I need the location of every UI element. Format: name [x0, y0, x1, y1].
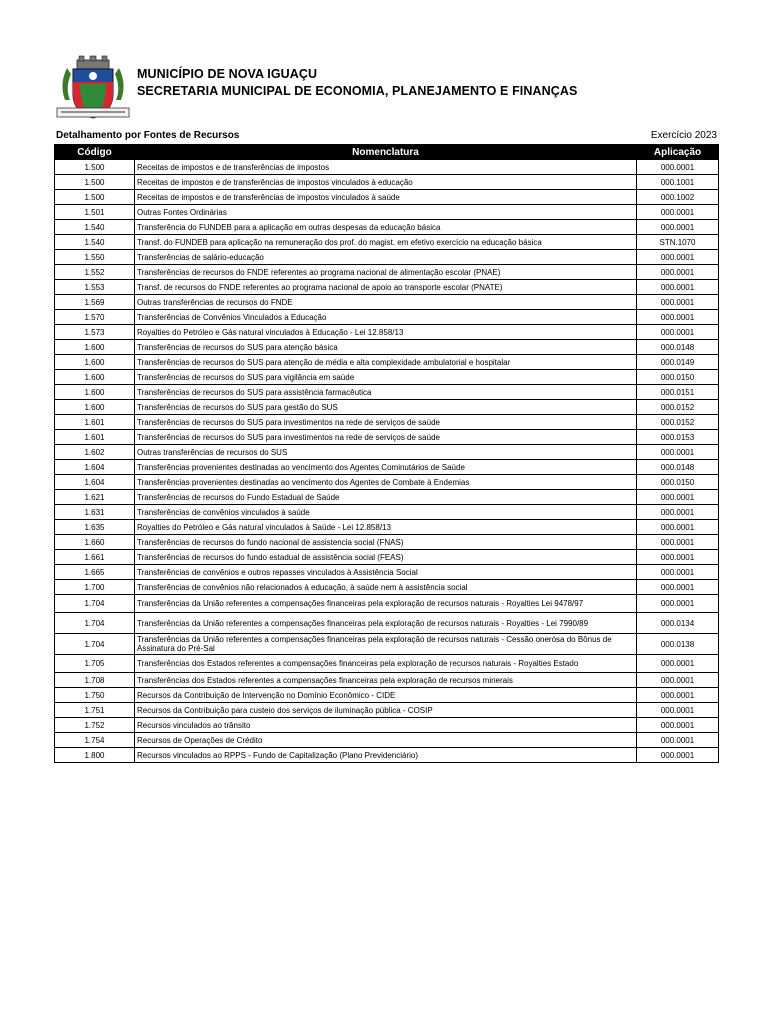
- row-application: 000.0001: [637, 520, 719, 535]
- row-nomenclature: Transferências da União referentes a compensações financeiras pela exploração de recursos naturais - Cessão onerósa do Bônus de Assinatura do Pré-Sal: [135, 634, 637, 655]
- row-application: 000.0152: [637, 415, 719, 430]
- table-row: [55, 340, 719, 355]
- row-code: 1.600: [55, 370, 135, 385]
- table-row: [55, 673, 719, 688]
- row-application: 000.0138: [637, 634, 719, 655]
- row-nomenclature: Outras transferências de recursos do SUS: [135, 445, 637, 460]
- row-application: 000.0153: [637, 430, 719, 445]
- row-code: 1.604: [55, 475, 135, 490]
- table-row: [55, 475, 719, 490]
- row-application: 000.0150: [637, 475, 719, 490]
- row-application: 000.0148: [637, 340, 719, 355]
- row-nomenclature: Transferências de recursos do SUS para atenção básica: [135, 340, 637, 355]
- row-nomenclature: Outras transferências de recursos do FNDE: [135, 295, 637, 310]
- secretariat-title: SECRETARIA MUNICIPAL DE ECONOMIA, PLANEJAMENTO E FINANÇAS: [137, 84, 578, 98]
- table-header-row: [55, 145, 719, 160]
- table-row: [55, 370, 719, 385]
- row-nomenclature: Recursos de Operações de Crédito: [135, 733, 637, 748]
- row-nomenclature: Recursos da Contribuição para custeio dos serviços de iluminação pública - COSIP: [135, 703, 637, 718]
- row-nomenclature: Transferências da União referentes a compensações financeiras pela exploração de recursos naturais - Royalties Lei 9478/97: [135, 595, 637, 613]
- row-application: 000.0001: [637, 550, 719, 565]
- row-application: 000.0150: [637, 370, 719, 385]
- row-nomenclature: Recursos vinculados ao RPPS - Fundo de Capitalização (Plano Previdenciário): [135, 748, 637, 763]
- row-code: 1.501: [55, 205, 135, 220]
- row-code: 1.600: [55, 385, 135, 400]
- table-row: [55, 550, 719, 565]
- row-nomenclature: Transferências de recursos do SUS para atenção de média e alta complexidade ambulatorial e hospitalar: [135, 355, 637, 370]
- row-application: 000.0148: [637, 460, 719, 475]
- row-application: 000.0151: [637, 385, 719, 400]
- row-nomenclature: Transferências da União referentes a compensações financeiras pela exploração de recursos naturais - Royalties - Lei 7990/89: [135, 613, 637, 634]
- row-code: 1.704: [55, 595, 135, 613]
- row-code: 1.704: [55, 634, 135, 655]
- row-application: 000.0001: [637, 280, 719, 295]
- row-nomenclature: Transferências dos Estados referentes a compensações financeiras pela exploração de recursos naturais - Royalties Estado: [135, 655, 637, 673]
- row-code: 1.751: [55, 703, 135, 718]
- report-title: Detalhamento por Fontes de Recursos: [56, 130, 240, 141]
- row-code: 1.553: [55, 280, 135, 295]
- row-application: 000.0001: [637, 445, 719, 460]
- row-code: 1.573: [55, 325, 135, 340]
- row-code: 1.602: [55, 445, 135, 460]
- row-application: 000.0001: [637, 703, 719, 718]
- row-nomenclature: Transf. de recursos do FNDE referentes ao programa nacional de apoio ao transporte escolar (PNATE): [135, 280, 637, 295]
- row-code: 1.552: [55, 265, 135, 280]
- row-nomenclature: Transferências de recursos do SUS para assistência farmacêutica: [135, 385, 637, 400]
- table-row: [55, 733, 719, 748]
- row-code: 1.800: [55, 748, 135, 763]
- row-nomenclature: Transferências de salário-educação: [135, 250, 637, 265]
- row-nomenclature: Receitas de impostos e de transferências de impostos vinculados à saúde: [135, 190, 637, 205]
- row-nomenclature: Royalties do Petróleo e Gás natural vinculados à Educação - Lei 12.858/13: [135, 325, 637, 340]
- table-row: [55, 595, 719, 613]
- table-row: [55, 265, 719, 280]
- table-row: [55, 535, 719, 550]
- row-nomenclature: Transferência do FUNDEB para a aplicação em outras despesas da educação básica: [135, 220, 637, 235]
- table-row: [55, 280, 719, 295]
- column-header-nomenclature: Nomenclatura: [135, 145, 637, 160]
- table-row: [55, 445, 719, 460]
- column-header-code: Código: [55, 145, 135, 160]
- row-nomenclature: Recursos vinculados ao trânsito: [135, 718, 637, 733]
- row-nomenclature: Transferências de convênios vinculados à saúde: [135, 505, 637, 520]
- row-code: 1.705: [55, 655, 135, 673]
- row-nomenclature: Royalties do Petróleo e Gás natural vinculados à Saúde - Lei 12.858/13: [135, 520, 637, 535]
- row-application: 000.0001: [637, 490, 719, 505]
- row-application: 000.0001: [637, 565, 719, 580]
- row-application: 000.1001: [637, 175, 719, 190]
- table-row: [55, 205, 719, 220]
- row-code: 1.665: [55, 565, 135, 580]
- row-application: 000.0134: [637, 613, 719, 634]
- report-subheader: [56, 130, 717, 144]
- row-code: 1.635: [55, 520, 135, 535]
- row-nomenclature: Transferências de Convênios Vinculados a Educação: [135, 310, 637, 325]
- row-nomenclature: Transferências de recursos do SUS para investimentos na rede de serviços de saúde: [135, 430, 637, 445]
- table-row: [55, 565, 719, 580]
- row-application: 000.0001: [637, 673, 719, 688]
- row-code: 1.750: [55, 688, 135, 703]
- row-code: 1.500: [55, 175, 135, 190]
- row-nomenclature: Transferências de recursos do fundo estadual de assistência social (FEAS): [135, 550, 637, 565]
- table-row: [55, 325, 719, 340]
- table-row: [55, 703, 719, 718]
- row-nomenclature: Transferências provenientes destinadas ao vencimento dos Agentes Cominutários de Saúde: [135, 460, 637, 475]
- row-code: 1.540: [55, 235, 135, 250]
- row-application: 000.1002: [637, 190, 719, 205]
- row-code: 1.570: [55, 310, 135, 325]
- row-application: 000.0001: [637, 265, 719, 280]
- row-code: 1.540: [55, 220, 135, 235]
- table-row: [55, 220, 719, 235]
- column-header-application: Aplicação: [637, 145, 719, 160]
- row-code: 1.661: [55, 550, 135, 565]
- row-nomenclature: Recursos da Contribuição de Intervenção no Domínio Econômico - CIDE: [135, 688, 637, 703]
- table-row: [55, 490, 719, 505]
- row-code: 1.700: [55, 580, 135, 595]
- row-application: 000.0001: [637, 595, 719, 613]
- table-row: [55, 355, 719, 370]
- row-code: 1.550: [55, 250, 135, 265]
- row-code: 1.600: [55, 355, 135, 370]
- row-application: 000.0001: [637, 535, 719, 550]
- row-nomenclature: Receitas de impostos e de transferências de impostos: [135, 160, 637, 175]
- row-application: 000.0001: [637, 205, 719, 220]
- row-application: 000.0001: [637, 505, 719, 520]
- row-code: 1.500: [55, 190, 135, 205]
- table-row: [55, 430, 719, 445]
- row-nomenclature: Outras Fontes Ordinárias: [135, 205, 637, 220]
- row-application: 000.0001: [637, 325, 719, 340]
- row-application: 000.0149: [637, 355, 719, 370]
- row-code: 1.600: [55, 340, 135, 355]
- row-application: 000.0001: [637, 688, 719, 703]
- row-code: 1.569: [55, 295, 135, 310]
- row-nomenclature: Transferências de recursos do SUS para vigilância em saúde: [135, 370, 637, 385]
- row-code: 1.754: [55, 733, 135, 748]
- row-nomenclature: Transferências de recursos do Fundo Estadual de Saúde: [135, 490, 637, 505]
- row-nomenclature: Transferências de recursos do fundo nacional de assistencia social (FNAS): [135, 535, 637, 550]
- row-nomenclature: Receitas de impostos e de transferências de impostos vinculados à educação: [135, 175, 637, 190]
- row-code: 1.752: [55, 718, 135, 733]
- table-row: [55, 520, 719, 535]
- row-code: 1.631: [55, 505, 135, 520]
- row-application: 000.0001: [637, 733, 719, 748]
- row-code: 1.500: [55, 160, 135, 175]
- row-application: STN.1070: [637, 235, 719, 250]
- table-row: [55, 613, 719, 634]
- row-nomenclature: Transferências de convênios e outros repasses vinculados à Assistência Social: [135, 565, 637, 580]
- table-row: [55, 190, 719, 205]
- table-row: [55, 634, 719, 655]
- table-row: [55, 460, 719, 475]
- resource-sources-table: [54, 144, 719, 763]
- municipality-title: MUNICÍPIO DE NOVA IGUAÇU: [137, 67, 318, 81]
- row-application: 000.0001: [637, 580, 719, 595]
- table-row: [55, 415, 719, 430]
- row-code: 1.600: [55, 400, 135, 415]
- table-row: [55, 505, 719, 520]
- row-nomenclature: Transferências de recursos do SUS para gestão do SUS: [135, 400, 637, 415]
- table-row: [55, 235, 719, 250]
- row-code: 1.621: [55, 490, 135, 505]
- table-row: [55, 250, 719, 265]
- table-row: [55, 400, 719, 415]
- table-row: [55, 160, 719, 175]
- table-row: [55, 175, 719, 190]
- table-row: [55, 580, 719, 595]
- row-application: 000.0001: [637, 160, 719, 175]
- row-application: 000.0001: [637, 718, 719, 733]
- row-code: 1.601: [55, 415, 135, 430]
- table-row: [55, 718, 719, 733]
- row-application: 000.0001: [637, 295, 719, 310]
- table-row: [55, 295, 719, 310]
- fiscal-year: Exercício 2023: [650, 130, 717, 141]
- table-row: [55, 655, 719, 673]
- row-application: 000.0001: [637, 250, 719, 265]
- row-nomenclature: Transf. do FUNDEB para aplicação na remuneração dos prof. do magist. em efetivo exercício na educação básica: [135, 235, 637, 250]
- row-application: 000.0001: [637, 748, 719, 763]
- row-application: 000.0001: [637, 655, 719, 673]
- table-row: [55, 385, 719, 400]
- row-nomenclature: Transferências de recursos do SUS para investimentos na rede de serviços de saúde: [135, 415, 637, 430]
- document-header: [55, 54, 715, 124]
- row-nomenclature: Transferências dos Estados referentes a compensações financeiras pela exploração de recursos minerais: [135, 673, 637, 688]
- table-row: [55, 688, 719, 703]
- table-row: [55, 310, 719, 325]
- row-application: 000.0152: [637, 400, 719, 415]
- row-code: 1.604: [55, 460, 135, 475]
- row-code: 1.601: [55, 430, 135, 445]
- table-row: [55, 748, 719, 763]
- row-application: 000.0001: [637, 220, 719, 235]
- row-application: 000.0001: [637, 310, 719, 325]
- row-code: 1.660: [55, 535, 135, 550]
- row-nomenclature: Transferências de recursos do FNDE referentes ao programa nacional de alimentação escolar (PNAE): [135, 265, 637, 280]
- row-nomenclature: Transferências provenientes destinadas ao vencimento dos Agentes de Combate à Endemias: [135, 475, 637, 490]
- row-code: 1.708: [55, 673, 135, 688]
- row-code: 1.704: [55, 613, 135, 634]
- row-nomenclature: Transferências de convênios não relacionados à educação, à saúde nem à assistência social: [135, 580, 637, 595]
- municipal-coat-of-arms-icon: [55, 54, 131, 122]
